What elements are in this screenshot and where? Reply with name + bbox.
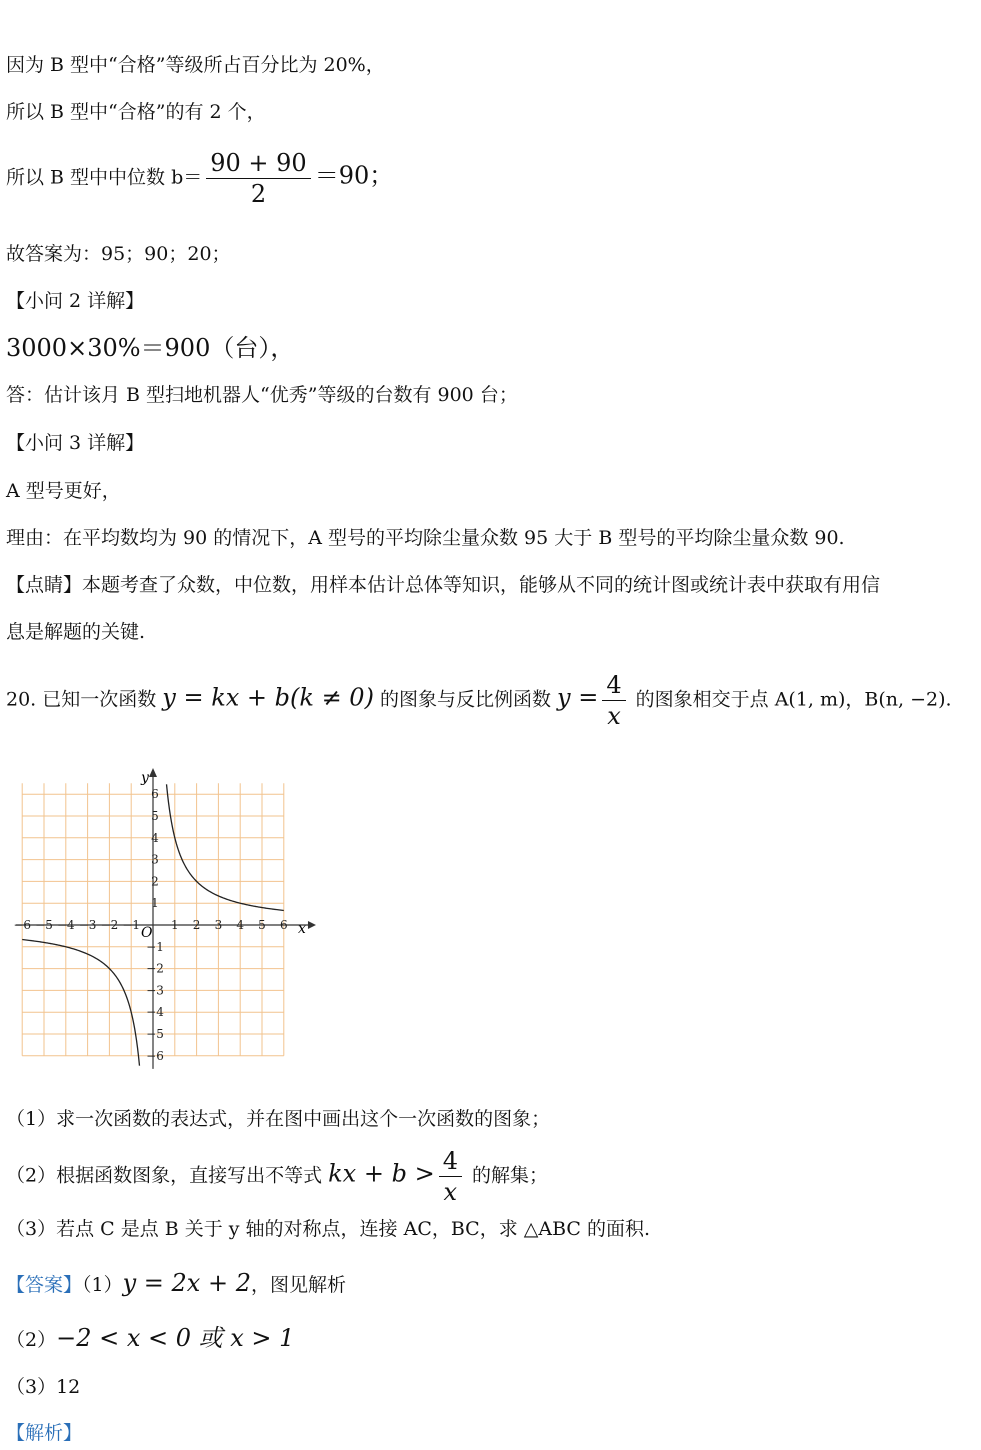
inverse-fraction <box>602 672 625 729</box>
line-7: 答：估计该月 B 型扫地机器人“优秀”等级的台数有 900 台； <box>6 384 518 406</box>
calc-line: 3000×30%＝900（台）， <box>6 334 295 362</box>
x-tick-label: 2 <box>192 918 201 932</box>
inverse-numerator: 4 <box>602 672 625 701</box>
answer-1-suffix: ，图见解析 <box>250 1274 346 1296</box>
y-tick-label: −5 <box>146 1027 164 1041</box>
part-2 <box>6 1148 548 1205</box>
line-2: 所以 B 型中“合格”的有 2 个， <box>6 101 266 123</box>
x-tick-label: −4 <box>56 918 75 932</box>
inequality-numerator: 4 <box>439 1148 462 1177</box>
question-prefix: 20. 已知一次函数 <box>6 688 163 711</box>
question-mid: 的图象与反比例函数 <box>373 688 558 711</box>
answer-2-prefix: （2） <box>6 1329 57 1351</box>
y-tick-label: 3 <box>151 852 159 867</box>
y-tick-label: −3 <box>146 983 164 998</box>
median-fraction <box>206 150 310 207</box>
y-tick-label: 6 <box>151 787 159 802</box>
x-axis-arrow <box>308 921 316 929</box>
part-3: （3）若点 C 是点 B 关于 y 轴的对称点，连接 AC，BC，求 △ABC 的面积. <box>6 1218 651 1240</box>
comment-line-2: 息是解题的关键. <box>6 621 146 643</box>
median-suffix: ＝90； <box>314 161 394 190</box>
x-tick-label: −5 <box>35 918 53 932</box>
inequality-lhs: kx + b > <box>328 1159 435 1188</box>
answer-label: 【答案】 <box>6 1274 83 1296</box>
x-axis-label: x <box>297 921 306 937</box>
x-tick-label: −6 <box>14 918 32 932</box>
x-tick-label: −2 <box>100 918 119 932</box>
median-prefix: 所以 B 型中中位数 b＝ <box>6 166 203 189</box>
x-tick-label: −1 <box>122 918 141 932</box>
origin-label: O <box>141 925 153 941</box>
analysis-label: 【解析】 <box>6 1422 83 1444</box>
part-1: （1）求一次函数的表达式，并在图中画出这个一次函数的图象； <box>6 1108 551 1130</box>
x-tick-label: 4 <box>236 918 245 932</box>
y-axis-arrow <box>149 768 157 777</box>
y-tick-label: −1 <box>146 939 164 954</box>
graph-svg <box>14 768 334 1080</box>
x-tick-label: 6 <box>279 918 288 932</box>
line-9: A 型号更好， <box>6 480 121 502</box>
part-2-suffix: 的解集； <box>465 1164 549 1187</box>
y-tick-label: 1 <box>151 896 159 911</box>
median-line <box>6 150 393 207</box>
y-tick-label: −4 <box>146 1005 164 1020</box>
inverse-denominator: x <box>607 702 621 730</box>
hyperbola-branch-q3 <box>22 940 139 1066</box>
line-10: 理由：在平均数均为 90 的情况下，A 型号的平均除尘量众数 95 大于 B 型号的平均除尘量众数 90. <box>6 527 845 549</box>
answer-1-expr: y = 2x + 2 <box>122 1269 251 1297</box>
y-axis-label: y <box>141 770 149 786</box>
hyperbola-branch-q1 <box>167 784 284 910</box>
line-answer-summary: 故答案为：95；90；20； <box>6 243 231 265</box>
answer-1 <box>6 1270 346 1298</box>
answer-1-prefix: （1） <box>82 1274 123 1296</box>
answer-2-expr: −2 < x < 0 或 x > 1 <box>56 1324 295 1352</box>
part-2-prefix: （2）根据函数图象，直接写出不等式 <box>6 1164 329 1187</box>
y-tick-label: 2 <box>151 874 159 889</box>
y-tick-label: 4 <box>151 830 159 845</box>
x-tick-label: 5 <box>258 918 266 932</box>
section-heading-2: 【小问 2 详解】 <box>6 290 145 312</box>
x-tick-label: 1 <box>170 918 179 932</box>
inequality-denominator: x <box>443 1178 458 1206</box>
line-1: 因为 B 型中“合格”等级所占百分比为 20%， <box>6 54 385 76</box>
question-20 <box>6 672 952 729</box>
y-tick-label: −6 <box>146 1048 164 1063</box>
x-tick-label: −3 <box>78 918 97 932</box>
inverse-lhs: y = <box>557 683 599 712</box>
x-tick-label: 3 <box>214 918 223 932</box>
y-tick-label: −2 <box>146 961 164 976</box>
y-tick-label: 5 <box>151 809 159 823</box>
answer-3: （3）12 <box>6 1376 81 1398</box>
answer-2 <box>6 1325 294 1353</box>
function-graph <box>14 768 334 1080</box>
inequality-fraction <box>439 1148 462 1205</box>
comment-line-1: 【点睛】本题考查了众数，中位数，用样本估计总体等知识，能够从不同的统计图或统计表中获取有用信 <box>6 574 881 596</box>
linear-function: y = kx + b(k ≠ 0) <box>162 683 374 712</box>
median-denominator: 2 <box>250 180 267 208</box>
median-numerator: 90 + 90 <box>206 150 310 179</box>
section-heading-3: 【小问 3 详解】 <box>6 432 145 454</box>
question-suffix: 的图象相交于点 A(1, m)，B(n, −2). <box>629 688 952 711</box>
